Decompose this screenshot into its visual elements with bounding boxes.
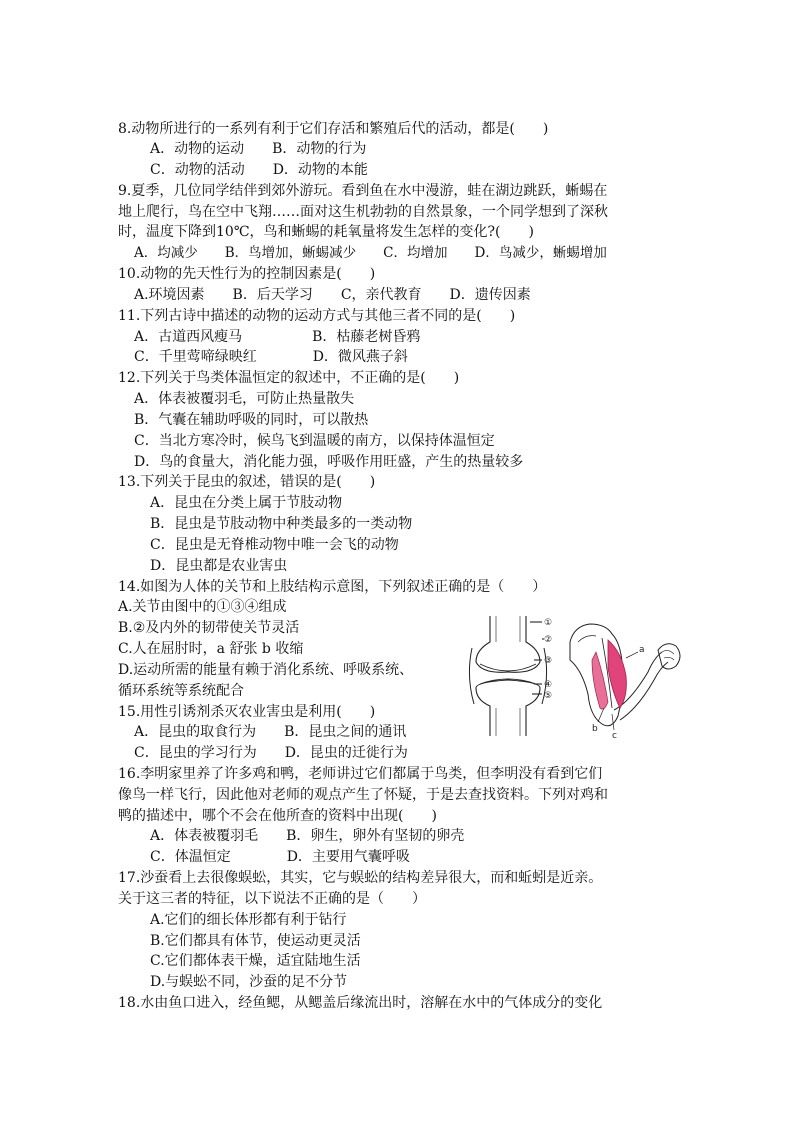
label-3: ③	[544, 656, 553, 666]
q8-stem: 8.动物所进行的一系列有利于它们存活和繁殖后代的活动，都是( )	[118, 121, 549, 137]
label-a: a	[639, 645, 645, 655]
q17-option-d: D.与蜈蚣不同，沙蚕的足不分节	[150, 974, 348, 990]
q12-stem: 12.下列关于鸟类体温恒定的叙述中，不正确的是( )	[118, 370, 460, 386]
q14-option-a: A.关节由图中的①③④组成	[118, 599, 287, 615]
label-5: ⑤	[544, 691, 553, 701]
label-2: ②	[544, 635, 553, 645]
joint-arm-figure	[462, 612, 698, 740]
q16-stem-3: 鸭的描述中，哪个不会在他所查的资料中出现( )	[118, 808, 437, 824]
q17-stem-2: 关于这三者的特征，以下说法不正确的是（ ）	[118, 891, 426, 907]
q17-option-c: C.它们都体表干燥，适宜陆地生活	[150, 953, 361, 969]
q17-option-b: B.它们都具有体节，使运动更灵活	[150, 933, 361, 949]
label-c: c	[612, 731, 617, 740]
joint-arm-diagram	[462, 612, 698, 740]
q9-options: A．均减少 B．鸟增加，蜥蜴减少 C．均增加 D．鸟减少，蜥蜴增加	[134, 245, 607, 261]
q9-stem-2: 地上爬行，鸟在空中飞翔……面对这生机勃勃的自然景象，一个同学想到了深秋	[118, 204, 608, 220]
q16-stem-2: 像鸟一样飞行，因此他对老师的观点产生了怀疑，于是去查找资料。下列对鸡和	[118, 787, 608, 803]
label-1: ①	[544, 618, 553, 628]
q12-option-d: D．鸟的食量大，消化能力强，呼吸作用旺盛，产生的热量较多	[134, 454, 524, 470]
q14-option-b: B.②及内外的韧带使关节灵活	[118, 620, 300, 636]
q15-stem: 15.用性引诱剂杀灭农业害虫是利用( )	[118, 704, 376, 720]
q13-option-c: C．昆虫是无脊椎动物中唯一会飞的动物	[150, 537, 399, 553]
q15-options-ab: A．昆虫的取食行为 B．昆虫之间的通讯	[134, 724, 407, 740]
q14-stem: 14.如图为人体的关节和上肢结构示意图，下列叙述正确的是（ ）	[118, 579, 547, 595]
label-4: ④	[544, 680, 553, 690]
q11-stem: 11.下列古诗中描述的动物的运动方式与其他三者不同的是( )	[118, 308, 516, 324]
label-b: b	[592, 724, 598, 734]
q11-options-cd: C．千里莺啼绿映红 D．微风燕子斜	[134, 349, 408, 365]
q12-option-c: C．当北方寒冷时，候鸟飞到温暖的南方，以保持体温恒定	[134, 433, 495, 449]
q8-options-ab: A．动物的运动 B．动物的行为	[150, 141, 367, 157]
q14-option-d-1: D.运动所需的能量有赖于消化系统、呼吸系统、	[118, 662, 414, 678]
q17-stem-1: 17.沙蚕看上去很像蜈蚣，其实，它与蜈蚣的结构差异很大，而和蚯蚓是近亲。	[118, 870, 603, 886]
q8-options-cd: C．动物的活动 D．动物的本能	[150, 162, 368, 178]
q13-option-d: D．昆虫都是农业害虫	[150, 558, 288, 574]
q9-stem-3: 时，温度下降到10℃，鸟和蜥蜴的耗氧量将发生怎样的变化?( )	[118, 224, 534, 240]
q13-option-b: B．昆虫是节肢动物中种类最多的一类动物	[150, 516, 413, 532]
q16-options-cd: C．体温恒定 D．主要用气囊呼吸	[150, 849, 410, 865]
q17-option-a: A.它们的细长体形都有利于钻行	[150, 912, 347, 928]
q13-option-a: A．昆虫在分类上属于节肢动物	[150, 495, 343, 511]
q13-stem: 13.下列关于昆虫的叙述，错误的是( )	[118, 474, 376, 490]
q16-stem-1: 16.李明家里养了许多鸡和鸭，老师讲过它们都属于鸟类，但李明没有看到它们	[118, 766, 603, 782]
q10-stem: 10.动物的先天性行为的控制因素是( )	[118, 266, 376, 282]
joint-diagram	[469, 616, 546, 736]
q16-options-ab: A．体表被覆羽毛 B．卵生，卵外有坚韧的卵壳	[150, 828, 465, 844]
q12-option-b: B．气囊在辅助呼吸的同时，可以散热	[134, 412, 369, 428]
q14-option-c: C.人在屈肘时，a 舒张 b 收缩	[118, 641, 304, 657]
q14-option-d-2: 循环系统等系统配合	[118, 683, 244, 699]
q12-option-a: A．体表被覆羽毛，可防止热量散失	[134, 391, 355, 407]
joint-labels	[544, 618, 552, 701]
q15-options-cd: C．昆虫的学习行为 D．昆虫的迁徙行为	[134, 745, 408, 761]
q18-stem: 18.水由鱼口进入，经鱼鳃，从鳃盖后缘流出时，溶解在水中的气体成分的变化	[118, 995, 603, 1011]
q9-stem-1: 9.夏季，几位同学结伴到郊外游玩。看到鱼在水中漫游，蛙在湖边跳跃，蜥蜴在	[118, 183, 608, 199]
q10-options: A.环境因素 B．后天学习 C，亲代教育 D．遗传因素	[134, 287, 531, 303]
q11-options-ab: A．古道西风瘦马 B．枯藤老树昏鸦	[134, 329, 421, 345]
